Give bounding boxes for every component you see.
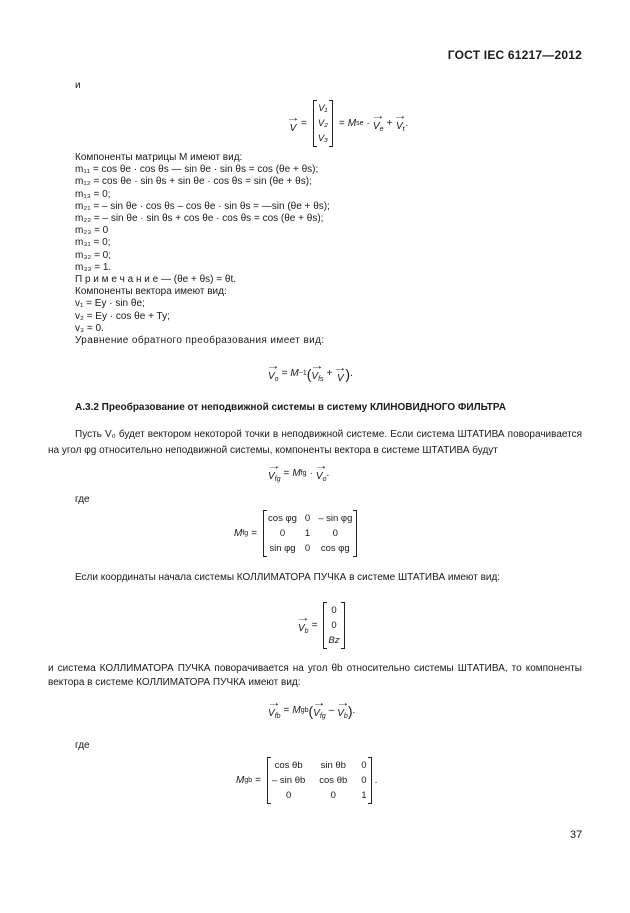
matrix-component: m₃₂ = 0; (75, 249, 112, 261)
matrix-component: m₂₃ = 0 (75, 225, 109, 237)
eq1-column-vector: V₁ V₂ V₃ (313, 100, 333, 147)
eq5-column-vector: 0 0 Bz (323, 602, 344, 649)
matrix-component: m₂₂ = – sin θe · sin θs + cos θe · cos θs = cos (θe + θs); (75, 213, 324, 225)
equation-2: → $V_o$ = M −1 ( → $V_{fs}$ + → V ) . (266, 361, 353, 384)
vector-component: v₁ = Ey · sin θe; (75, 298, 145, 310)
conjunction-text: и (75, 80, 81, 91)
equation-5: → $V_b$ = 0 0 Bz (298, 602, 348, 649)
matrix-component: m₂₁ = – sin θe · cos θs – cos θe · sin θs = —sin (θe + θs); (75, 200, 330, 212)
matrix-component: m₁₂ = cos θe · sin θs + sin θe · cos θs = sin (θe + θs); (75, 176, 312, 188)
equation-3: → $V_{fg}$ = M fg · → $V_o$ . (267, 461, 330, 483)
paragraph-collimator-origin: Если координаты начала системы КОЛЛИМАТОРА ПУЧКА в системе ШТАТИВА имеют вид: (75, 572, 501, 583)
where-label-2: где (75, 740, 90, 751)
vector-component: v₂ = Ey · cos θe + Ty; (75, 310, 170, 322)
note-line: П р и м е ч а н и е — (θe + θs) = θt. (75, 274, 237, 286)
matrix-component: m₃₃ = 1. (75, 261, 112, 273)
equation-1: → V = V₁ V₂ V₃ = M se · → $V_e$ + → $V_t$ . (288, 100, 408, 147)
section-heading: А.3.2 Преобразование от неподвижной системы в систему КЛИНОВИДНОГО ФИЛЬТРА (75, 402, 506, 413)
eq1-lhs: V (289, 122, 297, 134)
where-label-1: где (75, 494, 90, 505)
matrix-components-list (75, 152, 330, 347)
vector-component: v₃ = 0. (75, 322, 104, 334)
matrix-intro: Компоненты матрицы M имеют вид: (75, 152, 243, 163)
equation-7-matrix-gb: M gb = cos θb sin θb 0 – sin θb cos θb 0 0 0 1 . (236, 757, 377, 804)
equation-6: → $V_{fb}$ = M gb ( → $V_{fg}$ – → $V_b$ ) . (267, 698, 356, 720)
vector-intro: Компоненты вектора имеют вид: (75, 286, 227, 298)
matrix-gb: cos θb sin θb 0 – sin θb cos θb 0 0 0 1 (267, 757, 372, 804)
matrix-fg: cos φg 0 – sin φg 0 1 0 sin φg 0 cos φg (263, 510, 357, 557)
equation-4-matrix-fg: M fg = cos φg 0 – sin φg 0 1 0 sin φg 0 cos φg (234, 510, 360, 557)
inverse-intro: Уравнение обратного преобразования имеет вид: (75, 335, 325, 347)
page-number: 37 (570, 829, 583, 841)
paragraph-gantry: Пусть V₀ будет вектором некоторой точки в неподвижной системе. Если система ШТАТИВА поворачивается на угол φg относительно неподвижной системы, компоненты вектора в системе ШТАТИВА будут (48, 429, 582, 456)
document-code-header: ГОСТ IEC 61217—2012 (447, 48, 582, 62)
matrix-component: m₁₃ = 0; (75, 188, 111, 200)
matrix-component: m₁₁ = cos θe · cos θs — sin θe · sin θs = cos (θe + θs); (75, 164, 319, 176)
paragraph-collimator-rotation: и система КОЛЛИМАТОРА ПУЧКА поворачивается на угол θb относительно системы ШТАТИВА, то компоненты вектора в системе КОЛЛИМАТОРА ПУЧКА имеют вид: (48, 663, 582, 688)
matrix-component: m₃₁ = 0; (75, 237, 111, 249)
